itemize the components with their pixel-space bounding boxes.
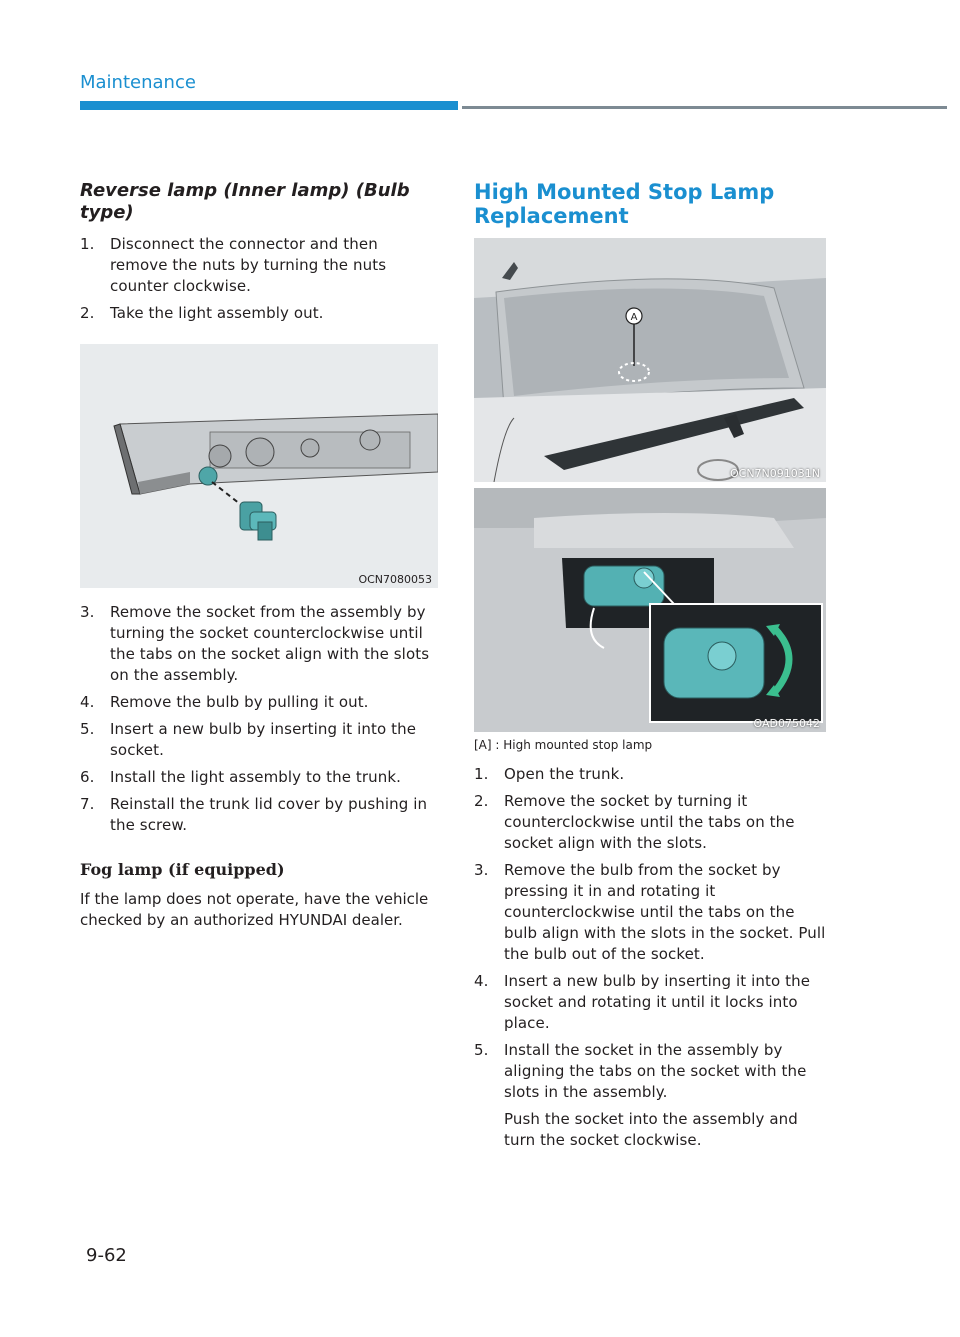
figure-code: OCN7N091031N: [729, 467, 820, 480]
list-item: 1. Open the trunk.: [474, 765, 625, 783]
list-item: 2. Take the light assembly out.: [80, 304, 324, 322]
list-item: 4. Remove the bulb by pulling it out.: [80, 693, 369, 711]
list-item: 3. Remove the bulb from the socket by pressing it in and rotating it counterclockwise until the tabs on the bulb align with the slots in the socket. Pull the bulb out of the socket.: [474, 861, 826, 963]
header-section-title: Maintenance: [80, 72, 196, 93]
fog-lamp-text: If the lamp does not operate, have the vehicle checked by an authorized HYUNDAI dealer.: [80, 890, 429, 929]
stop-lamp-heading: High Mounted Stop Lamp Replacement: [474, 180, 775, 228]
socket-removal-illustration: [474, 488, 826, 732]
page-number: 9-62: [86, 1245, 127, 1266]
list-item: 5. Insert a new bulb by inserting it into the socket.: [80, 720, 417, 759]
stop-lamp-socket-figure: [474, 488, 826, 732]
reverse-lamp-steps-b: [80, 602, 440, 836]
right-column: [474, 180, 830, 1157]
list-item: 7. Reinstall the trunk lid cover by pushing in the screw.: [80, 795, 428, 834]
list-item: 4. Insert a new bulb by inserting it into the socket and rotating it until it locks into place.: [474, 972, 811, 1032]
rear-window-illustration: [474, 238, 826, 482]
figure-code: OAD075042: [753, 717, 820, 730]
figure-code: OCN7080053: [358, 573, 432, 586]
list-item: 6. Install the light assembly to the trunk.: [80, 768, 402, 786]
reverse-lamp-figure: [80, 344, 438, 588]
list-item: 2. Remove the socket by turning it counterclockwise until the tabs on the socket align with the slots.: [474, 792, 795, 852]
reverse-lamp-heading: Reverse lamp (Inner lamp) (Bulb type): [80, 180, 410, 223]
stop-lamp-location-figure: [474, 238, 826, 482]
marker-a-label: A: [630, 312, 638, 323]
fog-lamp-heading: Fog lamp (if equipped): [80, 860, 285, 879]
header-divider: [462, 106, 947, 109]
figure-caption: [A] : High mounted stop lamp: [474, 738, 653, 752]
stop-lamp-steps: [474, 764, 830, 1151]
header-accent-bar: [80, 101, 458, 110]
list-item: 3. Remove the socket from the assembly by turning the socket counterclockwise until the tabs on the socket align with the slots on the assembly.: [80, 603, 430, 684]
list-item: 1. Disconnect the connector and then remove the nuts by turning the nuts counter clockwise.: [80, 235, 387, 295]
lamp-assembly-illustration: [80, 344, 438, 588]
reverse-lamp-steps-a: [80, 234, 440, 324]
left-column: [80, 180, 440, 931]
list-item: 5. Install the socket in the assembly by aligning the tabs on the socket with the slots in the assembly. Push the socket into the assembly and turn the socket clockwise.: [474, 1041, 807, 1149]
